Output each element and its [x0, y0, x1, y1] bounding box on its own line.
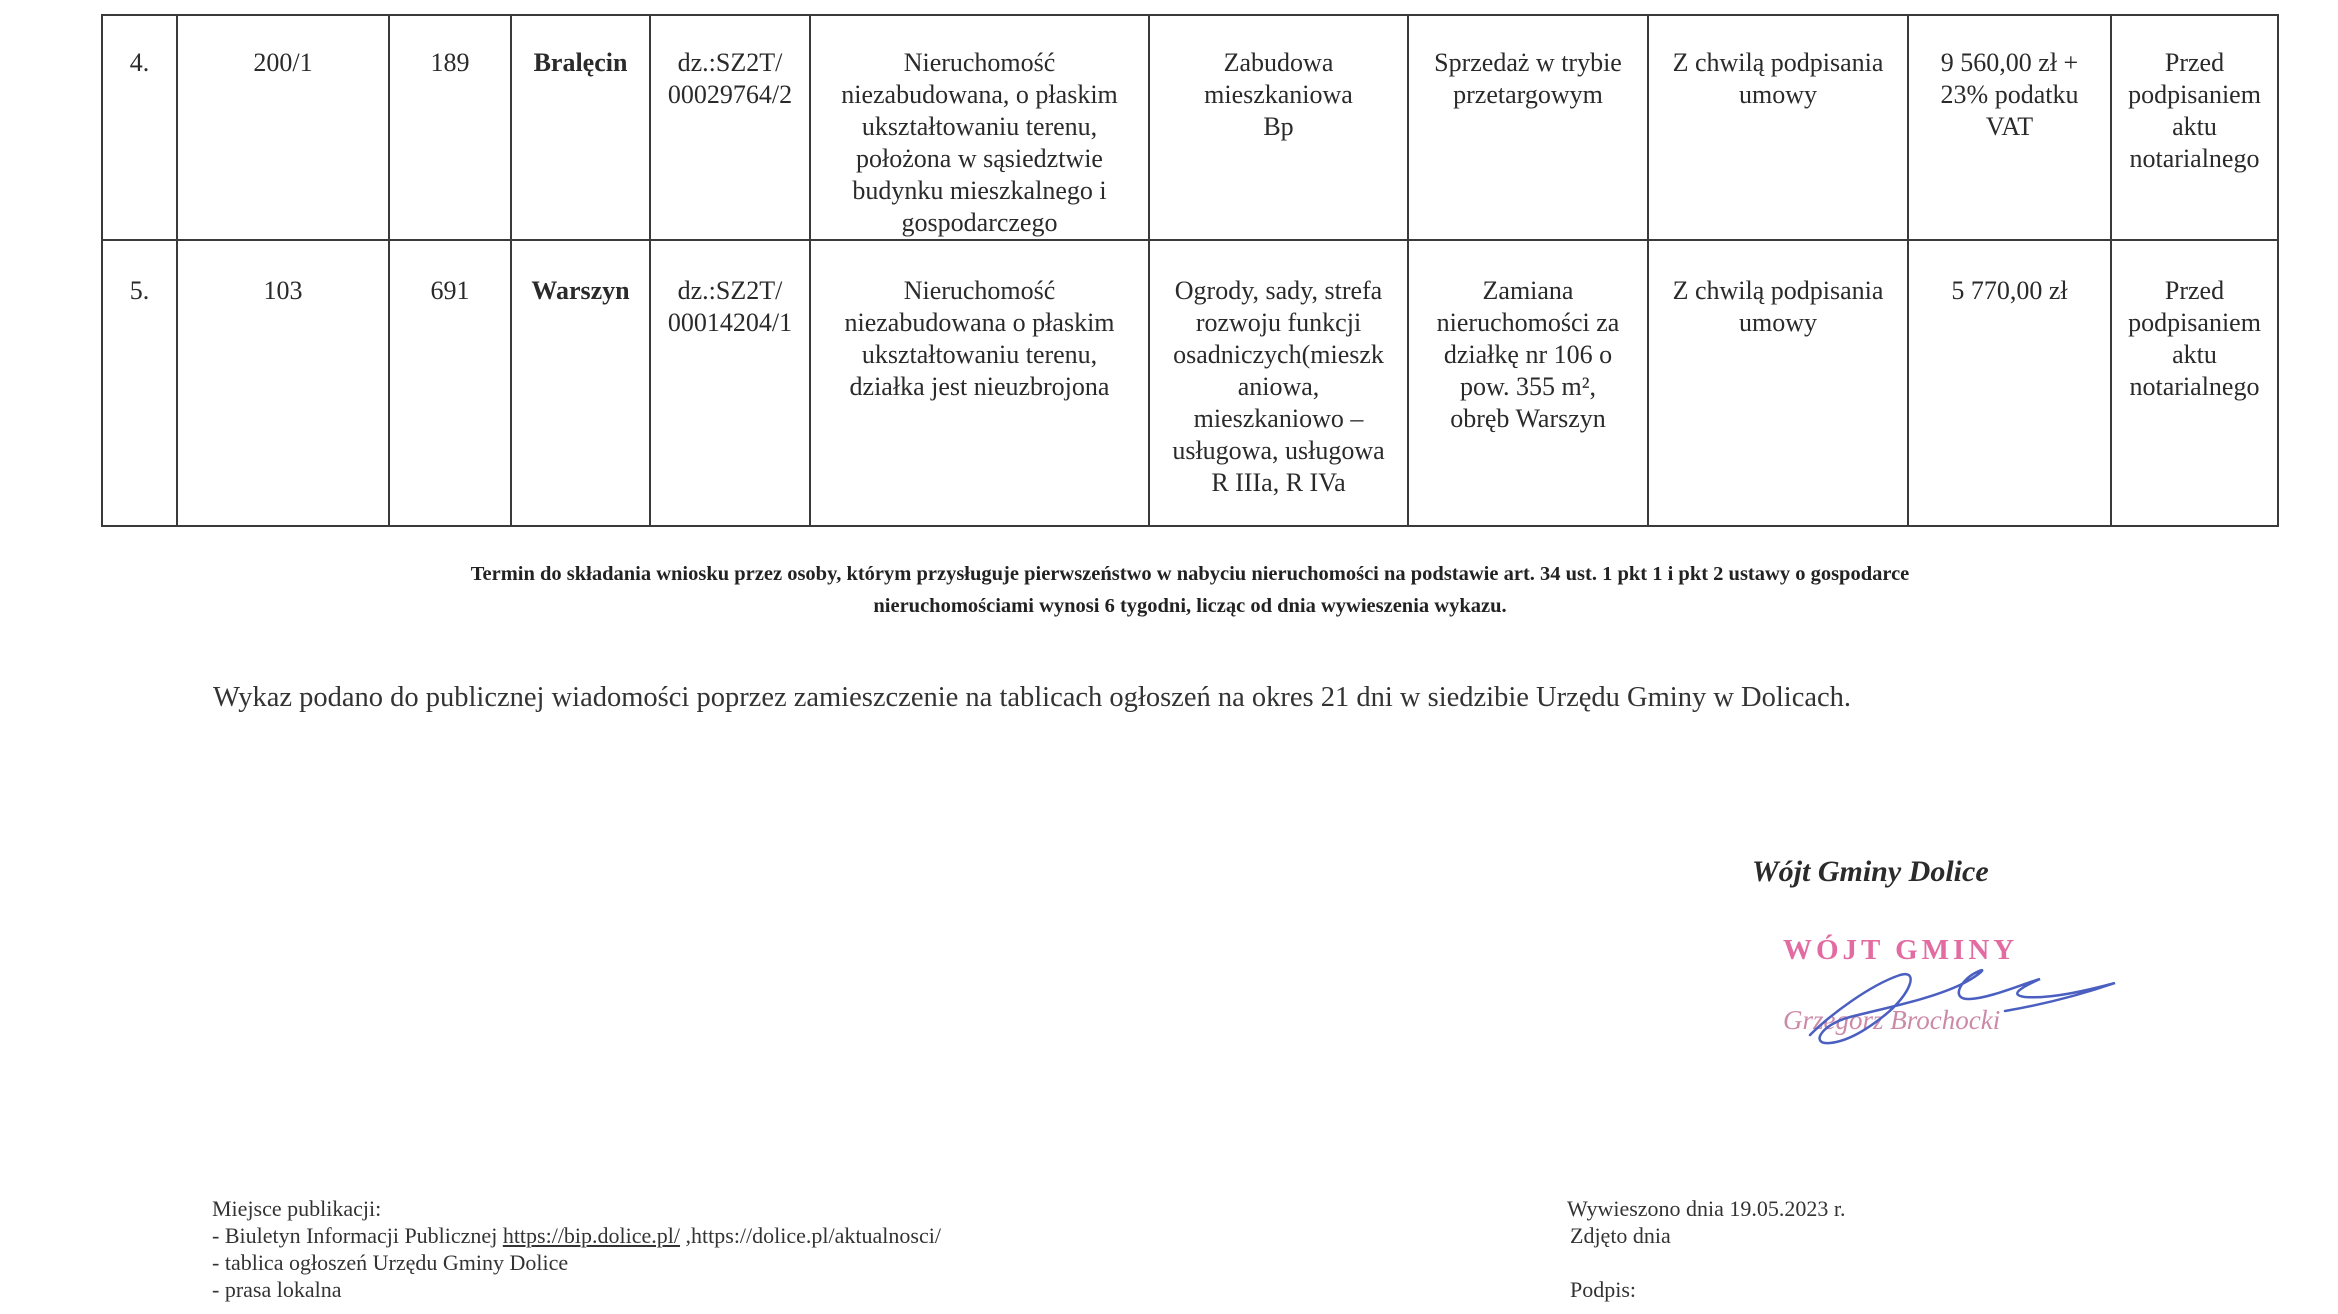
signatory-title: Wójt Gminy Dolice — [1752, 855, 1989, 888]
lp-cell — [102, 15, 177, 240]
handover-cell — [1648, 240, 1908, 526]
disposal-mode-line: nieruchomości za — [1436, 308, 1620, 337]
table-row — [102, 240, 2278, 526]
price-cell — [1908, 15, 2111, 240]
precinct-name: Warszyn — [531, 276, 630, 305]
disposal-mode-line: działkę nr 106 o — [1443, 340, 1613, 369]
purpose-line: usługowa, usługowa — [1172, 436, 1385, 465]
purpose-cell — [1149, 15, 1408, 240]
payment-line: podpisaniem — [2128, 80, 2261, 109]
land-register-line: 00014204/1 — [667, 308, 793, 337]
notice-line: Termin do składania wniosku przez osoby, którym przysługuje pierwszeństwo w nabyciu nieruchomości na podstawie art. 34 ust. 1 pkt 1 i pkt 2 ustawy o gospodarce — [470, 563, 1910, 585]
publication-item-press: - prasa lokalna — [212, 1277, 342, 1302]
posted-date: Wywieszono dnia 19.05.2023 r. — [1567, 1196, 1846, 1221]
purpose-line: Ogrody, sady, strefa — [1174, 276, 1383, 305]
notice-line: nieruchomościami wynosi 6 tygodni, licząc od dnia wywieszenia wykazu. — [873, 595, 1507, 617]
payment-line: podpisaniem — [2128, 308, 2261, 337]
disposal-mode-cell — [1408, 15, 1648, 240]
lp-value: 4. — [129, 48, 150, 77]
property-table — [101, 14, 2279, 527]
description-line: położona w sąsiedztwie — [856, 144, 1103, 173]
disposal-mode-cell — [1408, 240, 1648, 526]
handover-line: umowy — [1739, 80, 1817, 109]
disposal-mode-line: pow. 355 m², — [1459, 372, 1597, 401]
disposal-mode-line: Zamiana — [1482, 276, 1574, 305]
land-register-line: dz.:SZ2T/ — [677, 276, 783, 305]
land-register-line: dz.:SZ2T/ — [677, 48, 783, 77]
purpose-line: rozwoju funkcji — [1195, 308, 1362, 337]
price-cell — [1908, 240, 2111, 526]
purpose-line: aniowa, — [1237, 372, 1320, 401]
plot-number: 103 — [263, 276, 303, 305]
table-row — [102, 15, 2278, 240]
payment-line: Przed — [2164, 48, 2225, 77]
stamp-name: Grzegorz Brochocki — [1783, 1005, 2001, 1035]
handover-line: umowy — [1739, 308, 1817, 337]
area-value: 691 — [430, 276, 470, 305]
publication-item-board: - tablica ogłoszeń Urzędu Gminy Dolice — [212, 1250, 569, 1275]
purpose-line: Zabudowa — [1223, 48, 1334, 77]
precinct-cell — [511, 15, 650, 240]
purpose-line: mieszkaniowa — [1204, 80, 1353, 109]
description-line: Nieruchomość — [903, 48, 1056, 77]
payment-line: notarialnego — [2129, 144, 2260, 173]
disposal-mode-line: obręb Warszyn — [1450, 404, 1606, 433]
description-line: Nieruchomość — [903, 276, 1056, 305]
price-line: 5 770,00 zł — [1951, 276, 2068, 305]
land-register-cell — [650, 15, 810, 240]
posting-record — [1567, 1195, 1846, 1303]
purpose-line: R IIIa, R IVa — [1211, 468, 1346, 497]
stamp-title: WÓJT GMINY — [1783, 934, 2019, 966]
plot-number-cell — [177, 240, 389, 526]
area-cell — [389, 15, 511, 240]
website-url: ,https://dolice.pl/aktualnosci/ — [680, 1223, 941, 1248]
publication-places — [212, 1195, 941, 1303]
precinct-name: Bralęcin — [533, 48, 628, 77]
lp-value: 5. — [129, 276, 150, 305]
handover-line: Z chwilą podpisania — [1672, 48, 1884, 77]
purpose-line: mieszkaniowo – — [1193, 404, 1364, 433]
bip-link[interactable]: https://bip.dolice.pl/ — [502, 1223, 681, 1248]
payment-cell — [2111, 15, 2278, 240]
purpose-cell — [1149, 240, 1408, 526]
description-line: ukształtowaniu terenu, — [861, 112, 1098, 141]
price-line: 9 560,00 zł + — [1940, 48, 2079, 77]
payment-cell — [2111, 240, 2278, 526]
preemption-notice — [240, 558, 2140, 622]
description-line: budynku mieszkalnego i — [852, 176, 1107, 205]
publication-heading: Miejsce publikacji: — [212, 1196, 382, 1221]
description-line: niezabudowana, o płaskim — [841, 80, 1118, 109]
disposal-mode-line: przetargowym — [1453, 80, 1603, 109]
handwritten-signature — [1790, 955, 2120, 1050]
area-value: 189 — [430, 48, 470, 77]
area-cell — [389, 240, 511, 526]
plot-number-cell — [177, 15, 389, 240]
publication-statement: Wykaz podano do publicznej wiadomości poprzez zamieszczenie na tablicach ogłoszeń na okres 21 dni w siedzibie Urzędu Gminy w Dolicach. — [213, 682, 1852, 713]
signature-label: Podpis: — [1570, 1277, 1637, 1302]
description-cell — [810, 15, 1149, 240]
bip-label: - Biuletyn Informacji Publicznej — [212, 1223, 503, 1248]
land-register-line: 00029764/2 — [667, 80, 793, 109]
plot-number: 200/1 — [253, 48, 313, 77]
description-cell — [810, 240, 1149, 526]
precinct-cell — [511, 240, 650, 526]
description-line: gospodarczego — [901, 208, 1058, 237]
land-register-cell — [650, 240, 810, 526]
publication-item-bip — [212, 1222, 941, 1249]
purpose-line: osadniczych(mieszk — [1173, 340, 1384, 369]
price-line: 23% podatku — [1940, 80, 2079, 109]
purpose-line: Bp — [1263, 112, 1294, 141]
price-line: VAT — [1985, 112, 2034, 141]
handover-cell — [1648, 15, 1908, 240]
handover-line: Z chwilą podpisania — [1672, 276, 1884, 305]
lp-cell — [102, 240, 177, 526]
payment-line: notarialnego — [2129, 372, 2260, 401]
description-line: niezabudowana o płaskim — [844, 308, 1115, 337]
description-line: działka jest nieuzbrojona — [849, 372, 1110, 401]
payment-line: aktu — [2172, 340, 2217, 369]
payment-line: aktu — [2172, 112, 2217, 141]
removed-date: Zdjęto dnia — [1570, 1223, 1671, 1248]
description-line: ukształtowaniu terenu, — [861, 340, 1098, 369]
disposal-mode-line: Sprzedaż w trybie — [1434, 48, 1622, 77]
payment-line: Przed — [2164, 276, 2225, 305]
